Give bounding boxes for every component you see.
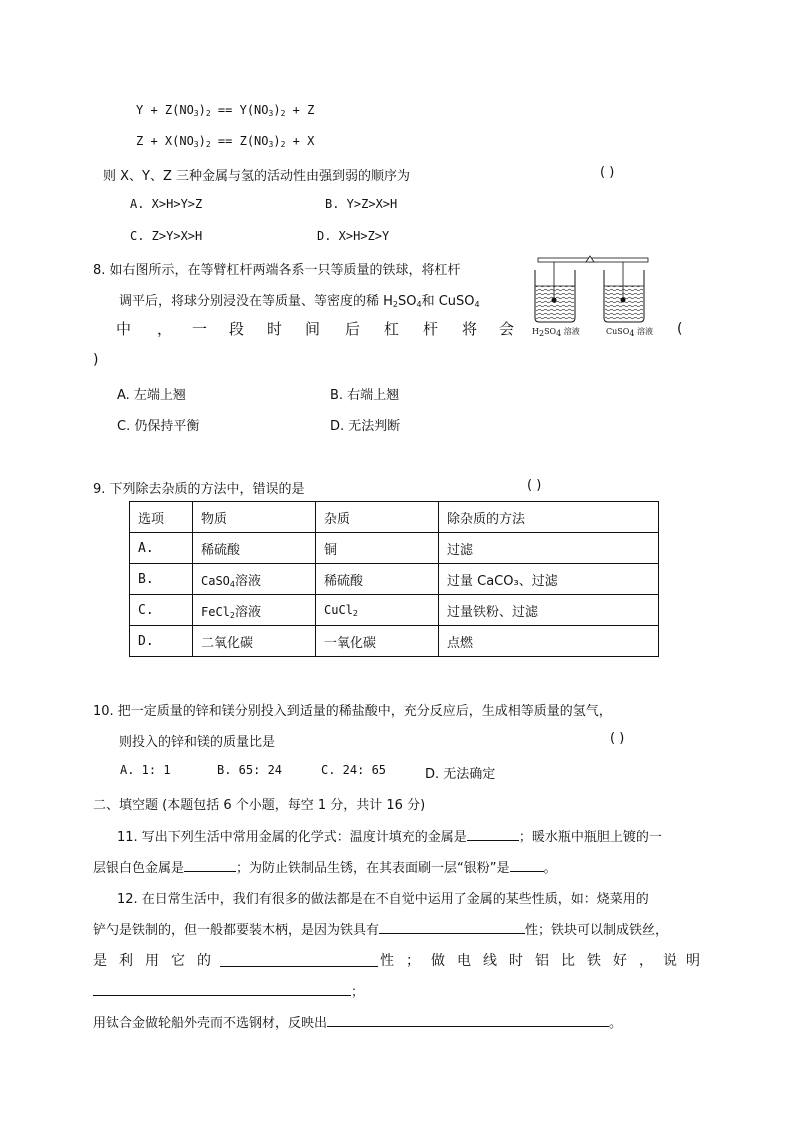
q12-char: ， — [639, 953, 653, 969]
q10-line-1: 10. 把一定质量的锌和镁分别投入到适量的稀盐酸中，充分反应后，生成相等质量的氢气， — [93, 704, 612, 719]
table-cell: 二氧化碳 — [193, 626, 316, 657]
left-iron-ball — [552, 298, 557, 303]
answer-blank[interactable] — [467, 826, 519, 841]
q8-char: 中 — [116, 320, 132, 338]
answer-blank[interactable] — [510, 857, 544, 872]
table-cell: A. — [130, 533, 193, 564]
q12-line-2: 铲勺是铁制的，但一般都要装木柄，是因为铁具有 性；铁块可以制成铁丝， — [93, 919, 668, 938]
q12-line-4: ； — [93, 981, 364, 1000]
table-row — [130, 533, 659, 564]
q7-option-c: C. Z>Y>X>H — [130, 229, 203, 243]
equation-1: $Y + Z(NO_3)_2 == Y(NO_3)_2 + Z$ — [136, 103, 315, 118]
q8-paren-close: ) — [93, 352, 99, 368]
table-header: 除杂质的方法 — [439, 502, 659, 533]
q10-line-2: 则投入的锌和镁的质量比是 — [119, 735, 276, 750]
q8-paren-open: ( — [677, 321, 683, 337]
q12-char: 明 — [686, 953, 700, 969]
q12-char: 性 — [380, 953, 394, 969]
q8-char: 后 — [345, 320, 361, 338]
q11-line-1: 11. 写出下列生活中常用金属的化学式：温度计填充的金属是 ；暖水瓶中瓶胆上镀的一 — [117, 826, 662, 845]
q8-char: 杆 — [423, 320, 439, 338]
q8-option-d: D. 无法判断 — [330, 419, 401, 434]
table-cell: 铜 — [316, 533, 439, 564]
answer-blank[interactable] — [379, 919, 525, 934]
q9-stem: 9. 下列除去杂质的方法中，错误的是 — [93, 482, 305, 497]
left-beaker-label: $H_2SO_4$ 溶液 — [532, 327, 580, 338]
q12-line-5: 用钛合金做轮船外壳而不选钢材，反映出 。 — [93, 1012, 622, 1031]
q12-char: 它 — [171, 953, 185, 969]
table-cell: B. — [130, 564, 193, 595]
q10-option-b: B. 65: 24 — [217, 763, 283, 777]
q12-char: 的 — [197, 953, 211, 969]
table-header-row — [130, 502, 659, 533]
q8-option-a: A. 左端上翘 — [117, 388, 186, 403]
table-header: 选项 — [130, 502, 193, 533]
table-cell: C. — [130, 595, 193, 626]
right-beaker-label: CuSO$_4$ 溶液 — [606, 327, 653, 338]
q12-char: 说 — [663, 953, 677, 969]
q8-line-1: 8. 如右图所示，在等臂杠杆两端各系一只等质量的铁球，将杠杆 — [93, 263, 461, 278]
table-cell: CaSO$_4$溶液 — [193, 564, 316, 595]
q12-char: 好 — [613, 953, 627, 969]
q7-option-a: A. X>H>Y>Z — [130, 197, 203, 211]
right-beaker — [604, 270, 644, 322]
q12-char: 铝 — [535, 953, 549, 969]
table-cell: 过量铁粉、过滤 — [439, 595, 659, 626]
table-cell: 稀硫酸 — [193, 533, 316, 564]
q8-char: ， — [157, 320, 173, 338]
q12-line-1: 12. 在日常生活中，我们有很多的做法都是在不自觉中运用了金属的某些性质，如：烧菜用的 — [117, 892, 649, 907]
q12-char: 电 — [457, 953, 471, 969]
impurity-table — [129, 501, 659, 657]
answer-blank[interactable] — [93, 981, 351, 996]
table-cell: 过滤 — [439, 533, 659, 564]
table-cell: 一氧化碳 — [316, 626, 439, 657]
q8-char: 会 — [499, 320, 515, 338]
left-beaker — [535, 270, 575, 322]
q8-char: 时 — [267, 320, 283, 338]
table-row — [130, 564, 659, 595]
q8-char: 杠 — [384, 320, 400, 338]
table-header: 杂质 — [316, 502, 439, 533]
q7-option-d: D. X>H>Z>Y — [317, 229, 390, 243]
answer-blank[interactable] — [220, 952, 378, 967]
q7-option-b: B. Y>Z>X>H — [325, 197, 398, 211]
q9-answer-paren: ( ) — [527, 478, 542, 493]
section-2-title: 二、填空题 (本题包括 6 个小题，每空 1 分，共计 16 分) — [93, 798, 426, 813]
table-cell: FeCl$_2$溶液 — [193, 595, 316, 626]
q8-line-2: 调平后，将球分别浸没在等质量、等密度的稀 $H_2SO_4$和 CuSO$_4$ — [119, 294, 480, 309]
q12-char: 线 — [483, 953, 497, 969]
q8-char: 间 — [305, 320, 321, 338]
q8-char: 将 — [462, 320, 478, 338]
q10-option-c: C. 24: 65 — [321, 763, 387, 777]
table-cell: 点燃 — [439, 626, 659, 657]
q10-option-a: A. 1: 1 — [120, 763, 171, 777]
answer-blank[interactable] — [327, 1012, 609, 1027]
q11-line-2: 层银白色金属是 ；为防止铁制品生锈，在其表面刷一层“银粉”是 。 — [93, 857, 557, 876]
answer-blank[interactable] — [184, 857, 236, 872]
q12-char: 利 — [119, 953, 133, 969]
q8-option-b: B. 右端上翘 — [330, 388, 400, 403]
q12-char: 做 — [431, 953, 445, 969]
q12-char: 是 — [93, 953, 107, 969]
q12-char: 铁 — [587, 953, 601, 969]
q12-char: 时 — [509, 953, 523, 969]
q12-char: 用 — [145, 953, 159, 969]
table-header: 物质 — [193, 502, 316, 533]
q7-answer-paren: ( ) — [600, 165, 615, 180]
table-cell: D. — [130, 626, 193, 657]
q8-char: 段 — [229, 320, 245, 338]
table-row — [130, 626, 659, 657]
q10-option-d: D. 无法确定 — [425, 767, 496, 782]
q8-option-c: C. 仍保持平衡 — [117, 419, 200, 434]
q7-stem: 则 X、Y、Z 三种金属与氢的活动性由强到弱的顺序为 — [103, 169, 411, 184]
table-cell: 过量 CaCO₃、过滤 — [439, 564, 659, 595]
equation-2: $Z + X(NO_3)_2 == Z(NO_3)_2 + X$ — [136, 134, 315, 149]
q10-answer-paren: ( ) — [610, 731, 625, 746]
table-row — [130, 595, 659, 626]
table-cell: CuCl$_2$ — [316, 595, 439, 626]
q12-char: 比 — [561, 953, 575, 969]
right-iron-ball — [621, 298, 626, 303]
table-cell: 稀硫酸 — [316, 564, 439, 595]
q12-char: ； — [406, 953, 420, 969]
q8-char: 一 — [192, 320, 208, 338]
